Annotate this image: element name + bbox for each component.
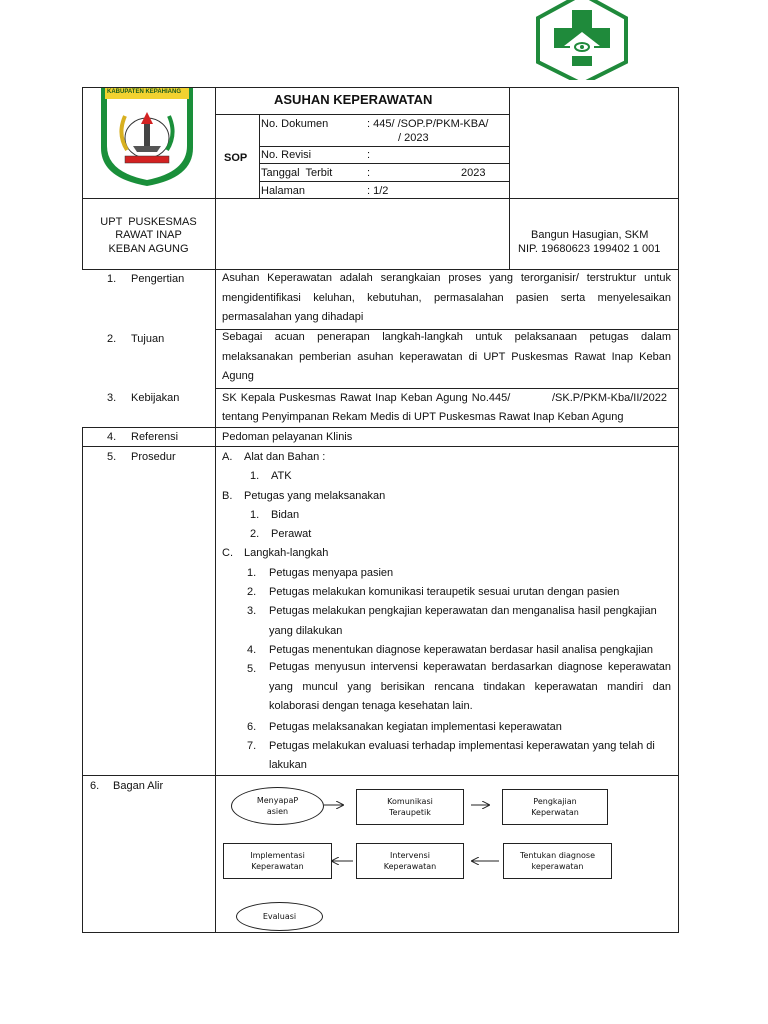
kebijakan-line1-right: /SK.P/PKM-Kba/II/2022 xyxy=(552,392,667,404)
section-label-tujuan: Tujuan xyxy=(131,333,165,345)
flow-node-intervensi: Intervensi Keperawatan xyxy=(356,843,464,879)
section-num-pengertian: 1. xyxy=(107,273,117,285)
prosedur-c-title: Langkah-langkah xyxy=(244,547,329,559)
no-revisi-value: : xyxy=(367,149,371,161)
step-5-text: Petugas menyusun intervensi keperawatan berdasarkan diagnose keperawatan yang muncul yang berisikan rencana tindakan keperawatan mandiri dan kolaborasi dengan tenaga kesehatan lain. xyxy=(269,661,671,712)
section-num-kebijakan: 3. xyxy=(107,392,117,404)
step-1-text: Petugas menyapa pasien xyxy=(269,567,394,579)
section-label-pengertian: Pengertian xyxy=(131,273,185,285)
section-label-bagan: Bagan Alir xyxy=(113,780,164,792)
step-3-text-line1: Petugas melakukan pengkajian keperawatan dan menganalisa hasil pengkajian xyxy=(269,605,657,617)
no-dokumen-label: No. Dokumen xyxy=(261,118,329,130)
section-label-kebijakan: Kebijakan xyxy=(131,392,180,404)
step-7-text-line1: Petugas melakukan evaluasi terhadap implementasi keperawatan yang telah di xyxy=(269,740,655,752)
step-7-text-line2: lakukan xyxy=(269,759,307,771)
prosedur-a-letter: A. xyxy=(222,451,233,463)
step-6-num: 6. xyxy=(247,721,257,733)
section-num-referensi: 4. xyxy=(107,431,117,443)
halaman-value: : 1/2 xyxy=(367,185,389,197)
sop-label: SOP xyxy=(224,152,248,164)
step-5-num: 5. xyxy=(247,663,257,675)
tanggal-terbit-label: Tanggal Terbit xyxy=(261,167,333,179)
step-2-text: Petugas melakukan komunikasi teraupetik sesuai urutan dengan pasien xyxy=(269,586,620,598)
no-dokumen-value: : 445/ /SOP.P/PKM-KBA/ xyxy=(367,118,489,130)
step-3-text-line2: yang dilakukan xyxy=(269,625,343,637)
flow-node-evaluasi: Evaluasi xyxy=(236,902,323,931)
flow-node-pengkajian: Pengkajian Keperwatan xyxy=(502,789,608,825)
kebijakan-line1-left: SK Kepala Puskesmas Rawat Inap Keban Agung No.445/ xyxy=(222,392,511,404)
pengertian-text: Asuhan Keperawatan adalah serangkaian proses yang terorganisir/ terstruktur untuk mengidentifikasi keluhan, kebutuhan, permasalahan pasien serta menyelesaikan permasalahan yang dihadapi xyxy=(222,272,671,323)
prosedur-c-letter: C. xyxy=(222,547,233,559)
section-num-prosedur: 5. xyxy=(107,451,117,463)
tanggal-terbit-year: 2023 xyxy=(461,167,486,179)
tanggal-terbit-value: : xyxy=(367,167,371,179)
step-4-text: Petugas menentukan diagnose keperawatan berdasar hasil analisa pengkajian xyxy=(269,644,654,656)
section-num-bagan: 6. xyxy=(90,780,100,792)
signer-nip: NIP. 19680623 199402 1 001 xyxy=(518,243,661,255)
flow-node-menyapa: MenyapaP asien xyxy=(231,787,324,825)
halaman-label: Halaman xyxy=(261,185,306,197)
prosedur-a-title: Alat dan Bahan : xyxy=(244,451,326,463)
no-dokumen-value-year: / 2023 xyxy=(398,132,429,144)
signer-name: Bangun Hasugian, SKM xyxy=(531,229,649,241)
step-6-text: Petugas melaksanakan kegiatan implementasi keperawatan xyxy=(269,721,562,733)
kebijakan-line2: tentang Penyimpanan Rekam Medis di UPT Puskesmas Rawat Inap Keban Agung xyxy=(222,411,624,423)
no-revisi-label: No. Revisi xyxy=(261,149,312,161)
prosedur-a-item-text: ATK xyxy=(271,470,292,482)
step-1-num: 1. xyxy=(247,567,257,579)
tujuan-text: Sebagai acuan penerapan langkah-langkah untuk pelaksanaan petugas dalam melaksanakan pemberian asuhan keperawatan di UPT Puskesmas Rawat Inap Keban Agung xyxy=(222,331,671,382)
puskesmas-logo-icon xyxy=(536,0,628,80)
step-4-num: 4. xyxy=(247,644,257,656)
flow-node-komunikasi: Komunikasi Teraupetik xyxy=(356,789,464,825)
step-7-num: 7. xyxy=(247,740,257,752)
section-label-prosedur: Prosedur xyxy=(131,451,176,463)
prosedur-b-title: Petugas yang melaksanakan xyxy=(244,490,386,502)
org-name-line1: UPT PUSKESMAS xyxy=(100,216,197,228)
prosedur-b-item2-num: 2. xyxy=(250,528,260,540)
regency-logo-icon xyxy=(97,86,197,188)
org-name-line2: RAWAT INAP xyxy=(115,229,182,241)
step-3-num: 3. xyxy=(247,605,257,617)
prosedur-b-item2-text: Perawat xyxy=(271,528,312,540)
prosedur-b-item1-num: 1. xyxy=(250,509,260,521)
section-label-referensi: Referensi xyxy=(131,431,179,443)
logo-banner-text: KABUPATEN KEPAHIANG xyxy=(107,89,182,95)
prosedur-b-letter: B. xyxy=(222,490,233,502)
prosedur-a-item-num: 1. xyxy=(250,470,260,482)
flow-node-tentukan: Tentukan diagnose keperawatan xyxy=(503,843,612,879)
section-num-tujuan: 2. xyxy=(107,333,117,345)
referensi-text: Pedoman pelayanan Klinis xyxy=(222,431,353,443)
prosedur-b-item1-text: Bidan xyxy=(271,509,300,521)
flow-node-implementasi: Implementasi Keperawatan xyxy=(223,843,332,879)
org-name-line3: KEBAN AGUNG xyxy=(108,243,189,255)
document-title: ASUHAN KEPERAWATAN xyxy=(274,92,433,107)
step-2-num: 2. xyxy=(247,586,257,598)
